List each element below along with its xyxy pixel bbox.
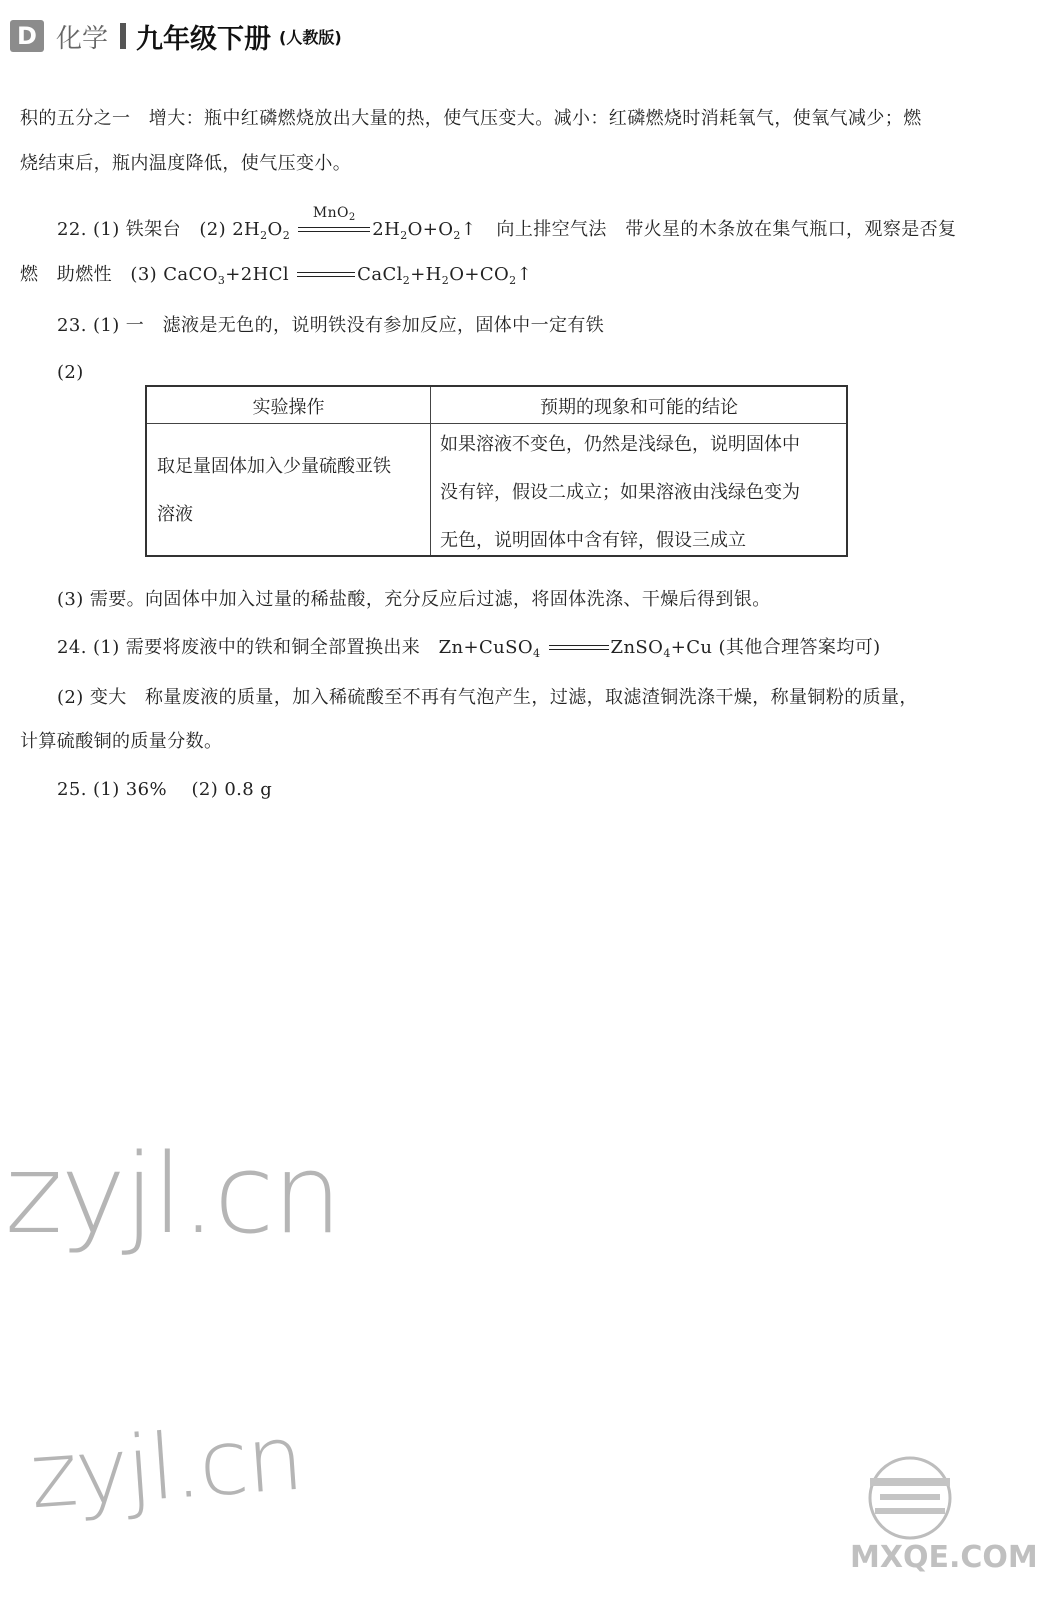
reaction-equals-sign — [297, 268, 355, 282]
question-23-line-1: 23. (1) 一 滤液是无色的，说明铁没有参加反应，固体中一定有铁 — [57, 315, 605, 336]
question-22-line-2: 燃 助燃性 (3) CaCO$_3$+2HCl $CaCl_2+H_2O+CO_2↑$ — [20, 264, 533, 287]
question-number: 22. — [57, 219, 87, 240]
question-22-line-1: 22. (1) 铁架台 (2) $2H_2O_2$ MnO$_2$ $2H_2O+O_2↑$ 向上排空气法 带火星的木条放在集气瓶口，观察是否复 — [57, 218, 956, 248]
page-header — [10, 18, 342, 54]
watermark-text: zyjl.cn — [26, 1405, 305, 1530]
reaction-equals-sign — [298, 205, 370, 237]
question-23-line-3: (3) 需要。向固体中加入过量的稀盐酸，充分反应后过滤，将固体洗涤、干燥后得到银。 — [57, 589, 771, 610]
experiment-table — [145, 385, 848, 557]
answer-text: 向上排空气法 带火星的木条放在集气瓶口，观察是否复 — [496, 219, 957, 240]
table-cell-operation: 取足量固体加入少量硫酸亚铁 溶液 — [157, 456, 391, 525]
answer-text-line: 积的五分之一 增大：瓶中红磷燃烧放出大量的热，使气压变大。减小：红磷燃烧时消耗氧气，使氧气减少；燃 — [20, 108, 922, 129]
section-badge: D — [10, 20, 44, 52]
question-24-line-1: 24. (1) 需要将废液中的铁和铜全部置换出来 Zn+CuSO$_4$ ZnSO$_4$+Cu (其他合理答案均可) — [57, 637, 881, 660]
catalyst-label: MnO$_2$ — [312, 205, 356, 223]
reaction-equals-sign — [549, 641, 609, 655]
table-header-operation: 实验操作 — [252, 397, 325, 418]
edition-label: (人教版) — [279, 27, 342, 47]
gas-arrow: ↑ — [516, 264, 533, 285]
grade-title: 九年级下册 — [136, 23, 272, 55]
table-cell-conclusion: 如果溶液不变色，仍然是浅绿色，说明固体中 没有锌，假设二成立；如果溶液由浅绿色变为 无色，说明固体中含有锌，假设三成立 — [440, 434, 800, 551]
answer-text: (1) 铁架台 (2) 2H — [92, 219, 261, 240]
answer-text-line: 烧结束后，瓶内温度降低，使气压变小。 — [20, 153, 352, 174]
watermark-text: MXQE.COM — [850, 1540, 1038, 1575]
question-24-line-3: 计算硫酸铜的质量分数。 — [20, 731, 223, 752]
header-divider — [120, 23, 126, 49]
subject-label: 化学 — [56, 23, 109, 54]
question-24-line-2: (2) 变大 称量废液的质量，加入稀硫酸至不再有气泡产生，过滤，取滤渣铜洗涤干燥，称量铜粉的质量， — [57, 687, 918, 708]
gas-arrow: ↑ — [460, 219, 477, 240]
question-25-line-1: 25. (1) 36% (2) 0.8 g — [57, 779, 273, 800]
watermark-text: zyjl.cn — [5, 1130, 341, 1258]
sub-question-label: (2) — [57, 362, 84, 383]
table-header-conclusion: 预期的现象和可能的结论 — [540, 397, 738, 418]
